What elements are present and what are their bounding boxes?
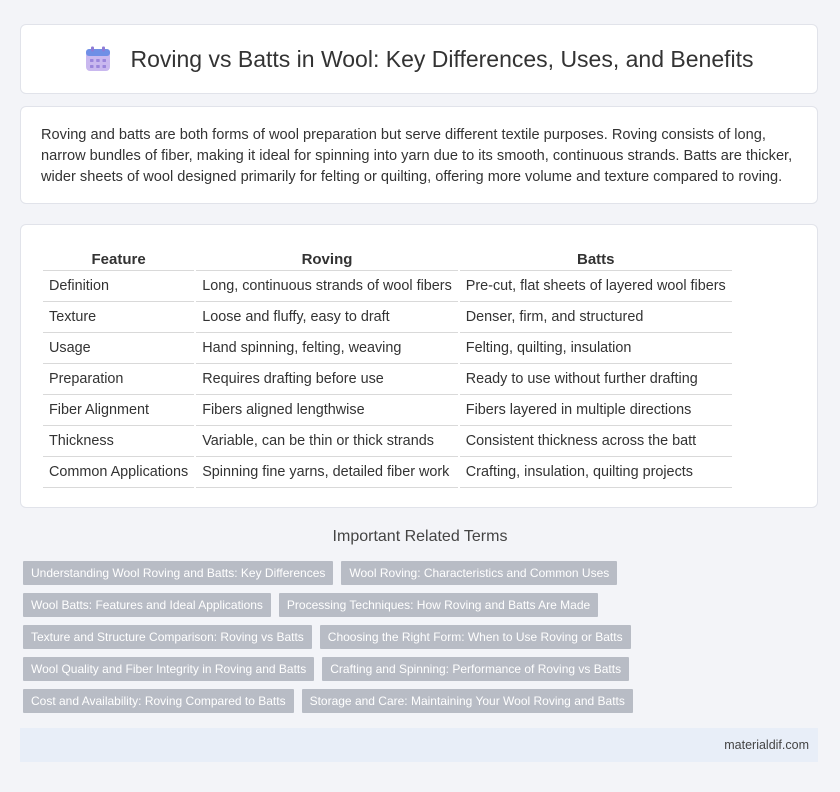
related-term-tag[interactable]: Understanding Wool Roving and Batts: Key Differences (23, 561, 333, 585)
batts-cell: Crafting, insulation, quilting projects (460, 459, 732, 488)
related-term-tag[interactable]: Wool Quality and Fiber Integrity in Roving and Batts (23, 657, 314, 681)
column-header-roving: Roving (196, 247, 458, 271)
roving-cell: Hand spinning, felting, weaving (196, 335, 458, 364)
related-term-tag[interactable]: Processing Techniques: How Roving and Batts Are Made (279, 593, 598, 617)
table-row (43, 366, 732, 395)
table-row (43, 459, 732, 488)
roving-cell: Long, continuous strands of wool fibers (196, 273, 458, 302)
related-term-tag[interactable]: Texture and Structure Comparison: Roving vs Batts (23, 625, 312, 649)
batts-cell: Pre-cut, flat sheets of layered wool fibers (460, 273, 732, 302)
intro-card (20, 106, 818, 204)
batts-cell: Fibers layered in multiple directions (460, 397, 732, 426)
roving-cell: Variable, can be thin or thick strands (196, 428, 458, 457)
table-row (43, 428, 732, 457)
calendar-icon (85, 46, 111, 72)
feature-cell: Thickness (43, 428, 194, 457)
related-term-tag[interactable]: Crafting and Spinning: Performance of Roving vs Batts (322, 657, 629, 681)
roving-cell: Loose and fluffy, easy to draft (196, 304, 458, 333)
related-term-tag[interactable]: Wool Roving: Characteristics and Common Uses (341, 561, 617, 585)
batts-cell: Consistent thickness across the batt (460, 428, 732, 457)
comparison-table (41, 245, 734, 490)
comparison-table-card (20, 224, 818, 508)
feature-cell: Texture (43, 304, 194, 333)
feature-cell: Usage (43, 335, 194, 364)
batts-cell: Denser, firm, and structured (460, 304, 732, 333)
roving-cell: Requires drafting before use (196, 366, 458, 395)
footer (20, 728, 818, 762)
related-terms-tags (23, 561, 813, 713)
footer-site-link[interactable]: materialdif.com (724, 738, 809, 752)
feature-cell: Definition (43, 273, 194, 302)
batts-cell: Ready to use without further drafting (460, 366, 732, 395)
related-terms-heading: Important Related Terms (332, 528, 508, 545)
related-term-tag[interactable]: Storage and Care: Maintaining Your Wool Roving and Batts (302, 689, 633, 713)
related-term-tag[interactable]: Cost and Availability: Roving Compared to Batts (23, 689, 294, 713)
related-term-tag[interactable]: Wool Batts: Features and Ideal Applications (23, 593, 271, 617)
table-row (43, 273, 732, 302)
roving-cell: Spinning fine yarns, detailed fiber work (196, 459, 458, 488)
page-title: Roving vs Batts in Wool: Key Differences, Uses, and Benefits (130, 45, 754, 72)
roving-cell: Fibers aligned lengthwise (196, 397, 458, 426)
feature-cell: Preparation (43, 366, 194, 395)
column-header-feature: Feature (43, 247, 194, 271)
batts-cell: Felting, quilting, insulation (460, 335, 732, 364)
table-row (43, 304, 732, 333)
feature-cell: Common Applications (43, 459, 194, 488)
header-card (20, 24, 818, 94)
intro-paragraph: Roving and batts are both forms of wool preparation but serve different textile purposes. Roving consists of long, narrow bundles of fiber, making it ideal for spinning into yarn due to its smooth, continuous strands. Batts are thicker, wider sheets of wool designed primarily for felting or quilting, offering more volume and texture compared to roving. (41, 127, 793, 185)
table-header-row (43, 247, 732, 271)
table-row (43, 397, 732, 426)
feature-cell: Fiber Alignment (43, 397, 194, 426)
column-header-batts: Batts (460, 247, 732, 271)
related-term-tag[interactable]: Choosing the Right Form: When to Use Roving or Batts (320, 625, 631, 649)
table-row (43, 335, 732, 364)
